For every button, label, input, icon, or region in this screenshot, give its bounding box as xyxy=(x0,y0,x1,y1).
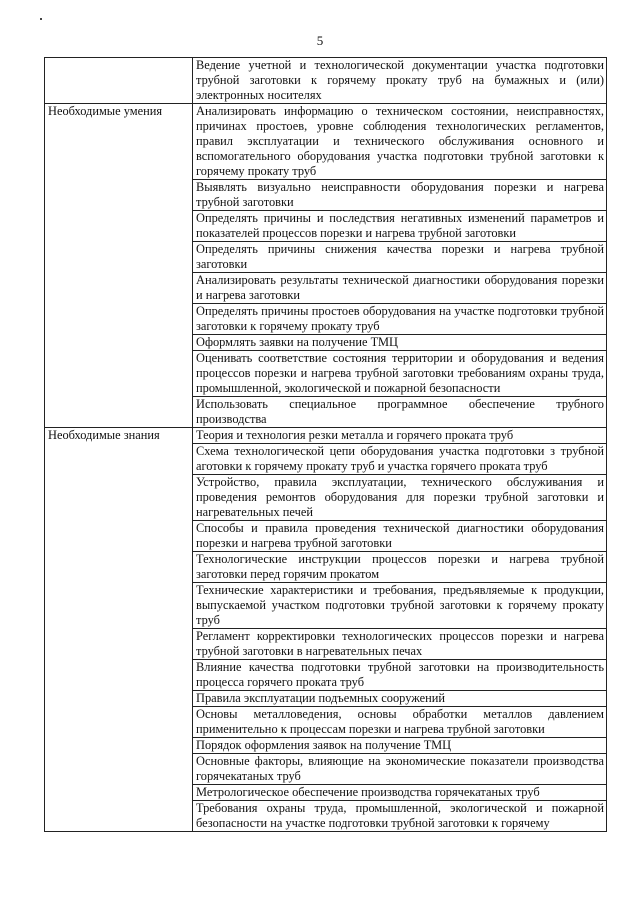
row-text: Схема технологической цепи оборудования участка подготовки з трубной аготовки к горячему прокату труб и участка горячего проката труб xyxy=(193,444,607,475)
row-text: Оформлять заявки на получение ТМЦ xyxy=(193,335,607,351)
table-row xyxy=(45,58,607,104)
row-text: Оценивать соответствие состояния территории и оборудования и ведения процессов порезки и нагрева трубной заготовки требованиям охраны труда, промышленной, экологической и пожарной безопасности xyxy=(193,351,607,397)
row-text: Метрологическое обеспечение производства горячекатаных труб xyxy=(193,785,607,801)
table-row xyxy=(45,104,607,180)
row-text: Порядок оформления заявок на получение ТМЦ xyxy=(193,738,607,754)
row-text: Определять причины и последствия негативных изменений параметров и показателей процессов порезки и нагрева трубной заготовки xyxy=(193,211,607,242)
row-text: Анализировать результаты технической диагностики оборудования порезки и нагрева заготовки xyxy=(193,273,607,304)
row-text: Определять причины снижения качества порезки и нагрева трубной заготовки xyxy=(193,242,607,273)
row-text: Влияние качества подготовки трубной заготовки на производительность процесса горячего проката труб xyxy=(193,660,607,691)
table-row xyxy=(45,428,607,444)
row-label xyxy=(45,58,193,104)
row-text: Ведение учетной и технологической документации участка подготовки трубной заготовки к горячему прокату труб на бумажных и (или) электронных носителях xyxy=(193,58,607,104)
row-text: Анализировать информацию о техническом состоянии, неисправностях, причинах простоев, уровне соблюдения технологических регламентов, правил эксплуатации и технического обслуживания основного и вспомогательного оборудования участка подготовки трубной заготовки к горячему прокату труб xyxy=(193,104,607,180)
row-text: Технологические инструкции процессов порезки и нагрева трубной заготовки перед горячим прокатом xyxy=(193,552,607,583)
row-text: Правила эксплуатации подъемных сооружений xyxy=(193,691,607,707)
row-text: Требования охраны труда, промышленной, экологической и пожарной безопасности на участке подготовки трубной заготовки к горячему xyxy=(193,801,607,832)
page-number: 5 xyxy=(316,33,324,48)
row-text: Выявлять визуально неисправности оборудования порезки и нагрева трубной заготовки xyxy=(193,180,607,211)
row-text: Определять причины простоев оборудования на участке подготовки трубной заготовки к горячему прокату труб xyxy=(193,304,607,335)
section-label-skills: Необходимые умения xyxy=(45,104,193,428)
row-text: Основные факторы, влияющие на экономические показатели производства горячекатаных труб xyxy=(193,754,607,785)
row-text: Регламент корректировки технологических процессов порезки и нагрева трубной заготовки в нагревательных печах xyxy=(193,629,607,660)
row-text: Теория и технология резки металла и горячего проката труб xyxy=(193,428,607,444)
section-label-knowledge: Необходимые знания xyxy=(45,428,193,832)
requirements-table xyxy=(44,57,607,832)
scan-speck xyxy=(40,18,42,20)
row-text: Устройство, правила эксплуатации, технического обслуживания и проведения ремонтов оборудования для порезки трубной заготовки и нагревательных печей xyxy=(193,475,607,521)
row-text: Технические характеристики и требования, предъявляемые к продукции, выпускаемой участком подготовки трубной заготовки к горячему прокату труб xyxy=(193,583,607,629)
row-text: Способы и правила проведения технической диагностики оборудования порезки и нагрева трубной заготовки xyxy=(193,521,607,552)
row-text: Основы металловедения, основы обработки металлов давлением применительно к процессам порезки и нагрева трубной заготовки xyxy=(193,707,607,738)
row-text: Использовать специальное программное обеспечение трубного производства xyxy=(193,397,607,428)
